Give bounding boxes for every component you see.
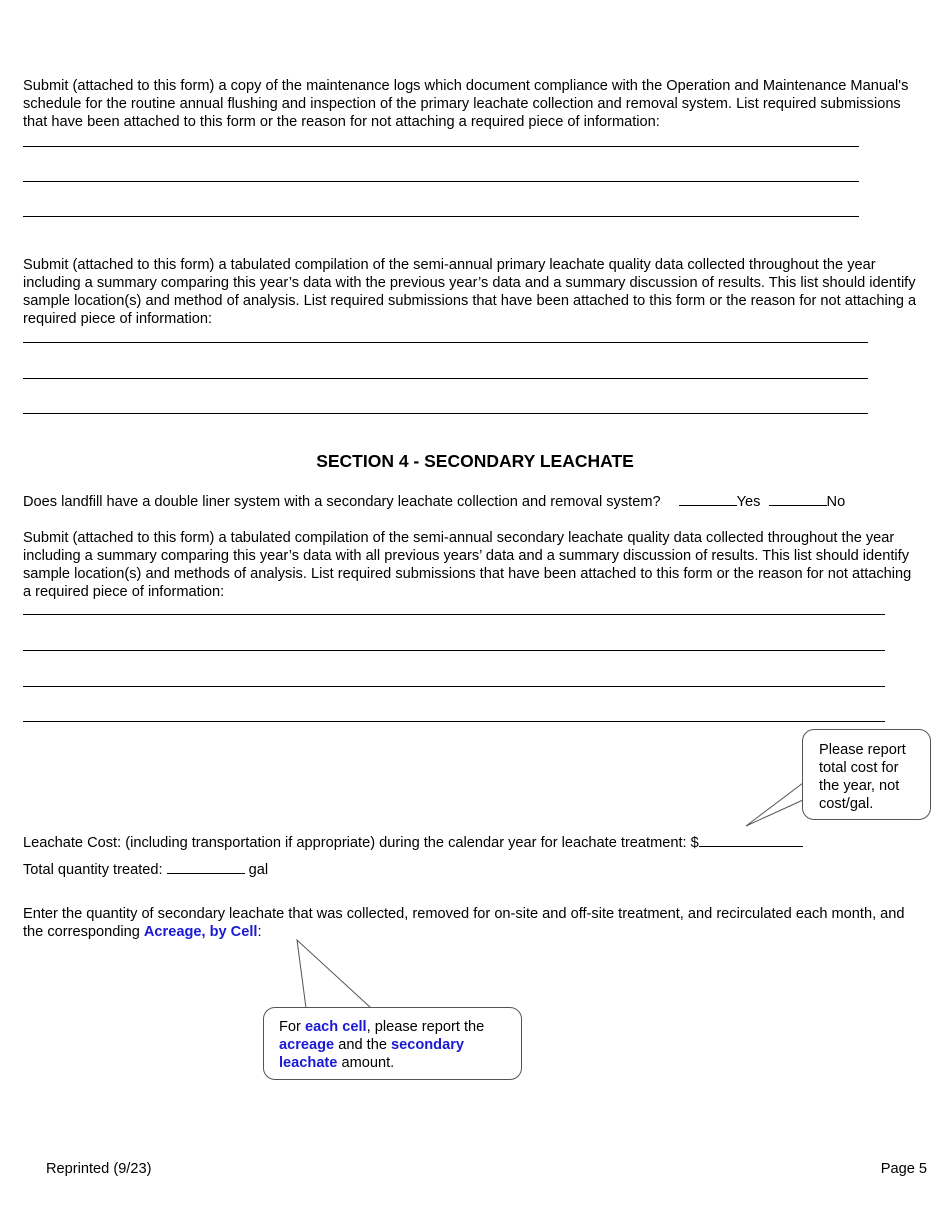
answer-line[interactable] <box>23 378 868 379</box>
cell-callout-leader <box>297 940 371 1008</box>
answer-line[interactable] <box>23 413 868 414</box>
leachate-cost-row <box>23 832 803 852</box>
total-quantity-row <box>23 859 268 879</box>
cost-callout-text: Please report total cost for the year, not cost/gal. <box>819 742 906 812</box>
monthly-quantity-suffix: : <box>257 924 262 940</box>
cell-callout <box>263 1007 522 1080</box>
acreage-by-cell-highlight: Acreage, by Cell <box>143 924 258 940</box>
section-title: SECTION 4 - SECONDARY LEACHATE <box>316 451 634 471</box>
cell-callout-text: , please report the <box>366 1019 485 1035</box>
secondary-leachate-highlight: secondary leachate <box>279 1037 465 1071</box>
answer-line[interactable] <box>23 181 859 182</box>
leachate-cost-blank[interactable] <box>699 832 803 847</box>
monthly-quantity-instructions <box>23 905 923 941</box>
secondary-leachate-instructions: Submit (attached to this form) a tabulated compilation of the semi-annual secondary leachate quality data collected throughout the year including a summary comparing this year’s data with all previous years’ data and a summary discussion of results. This list should identify sample location(s) and methods of analysis. List required submissions that have been attached to this form or the reason for not attaching a required piece of information: <box>23 530 912 600</box>
cell-callout-text: amount. <box>337 1055 395 1071</box>
each-cell-highlight: each cell <box>304 1019 367 1035</box>
answer-line[interactable] <box>23 216 859 217</box>
double-liner-question: Does landfill have a double liner system with a secondary leachate collection and removal system? <box>23 494 661 510</box>
total-quantity-blank[interactable] <box>167 859 245 874</box>
monthly-quantity-text: Enter the quantity of secondary leachate that was collected, removed for on-site and off-site treatment, and recirculated each month, and the corresponding <box>23 906 905 940</box>
answer-line[interactable] <box>23 686 885 687</box>
no-label: No <box>826 494 846 510</box>
primary-leachate-instructions: Submit (attached to this form) a tabulated compilation of the semi-annual primary leachate quality data collected throughout the year including a summary comparing this year’s data with the previous year’s data and a summary discussion of results. This list should identify sample location(s) and method of analysis. List required submissions that have been attached to this form or the reason for not attaching a required piece of information: <box>23 257 917 327</box>
footer-reprinted: Reprinted (9/23) <box>46 1161 152 1177</box>
total-quantity-label: Total quantity treated: <box>23 862 163 878</box>
answer-line[interactable] <box>23 342 868 343</box>
yes-answer-blank[interactable] <box>679 491 737 506</box>
answer-line[interactable] <box>23 614 885 615</box>
leachate-cost-label: Leachate Cost: (including transportation if appropriate) during the calendar year for leachate treatment: $ <box>23 835 699 851</box>
quantity-unit: gal <box>248 862 269 878</box>
yes-label: Yes <box>736 494 761 510</box>
answer-line[interactable] <box>23 721 885 722</box>
double-liner-question-row <box>23 491 845 511</box>
maintenance-logs-instructions: Submit (attached to this form) a copy of the maintenance logs which document compliance with the Operation and Maintenance Manual's schedule for the routine annual flushing and inspection of the primary leachate collection and removal system. List required submissions that have been attached to this form or the reason for not attaching a required piece of information: <box>23 78 909 130</box>
cell-callout-text: For <box>279 1019 305 1035</box>
answer-line[interactable] <box>23 650 885 651</box>
answer-line[interactable] <box>23 146 859 147</box>
no-answer-blank[interactable] <box>769 491 827 506</box>
cell-callout-text: and the <box>334 1037 391 1053</box>
page-number: Page 5 <box>880 1161 927 1177</box>
cost-callout <box>802 729 931 820</box>
acreage-highlight: acreage <box>279 1037 335 1053</box>
cost-callout-leader <box>746 783 803 826</box>
